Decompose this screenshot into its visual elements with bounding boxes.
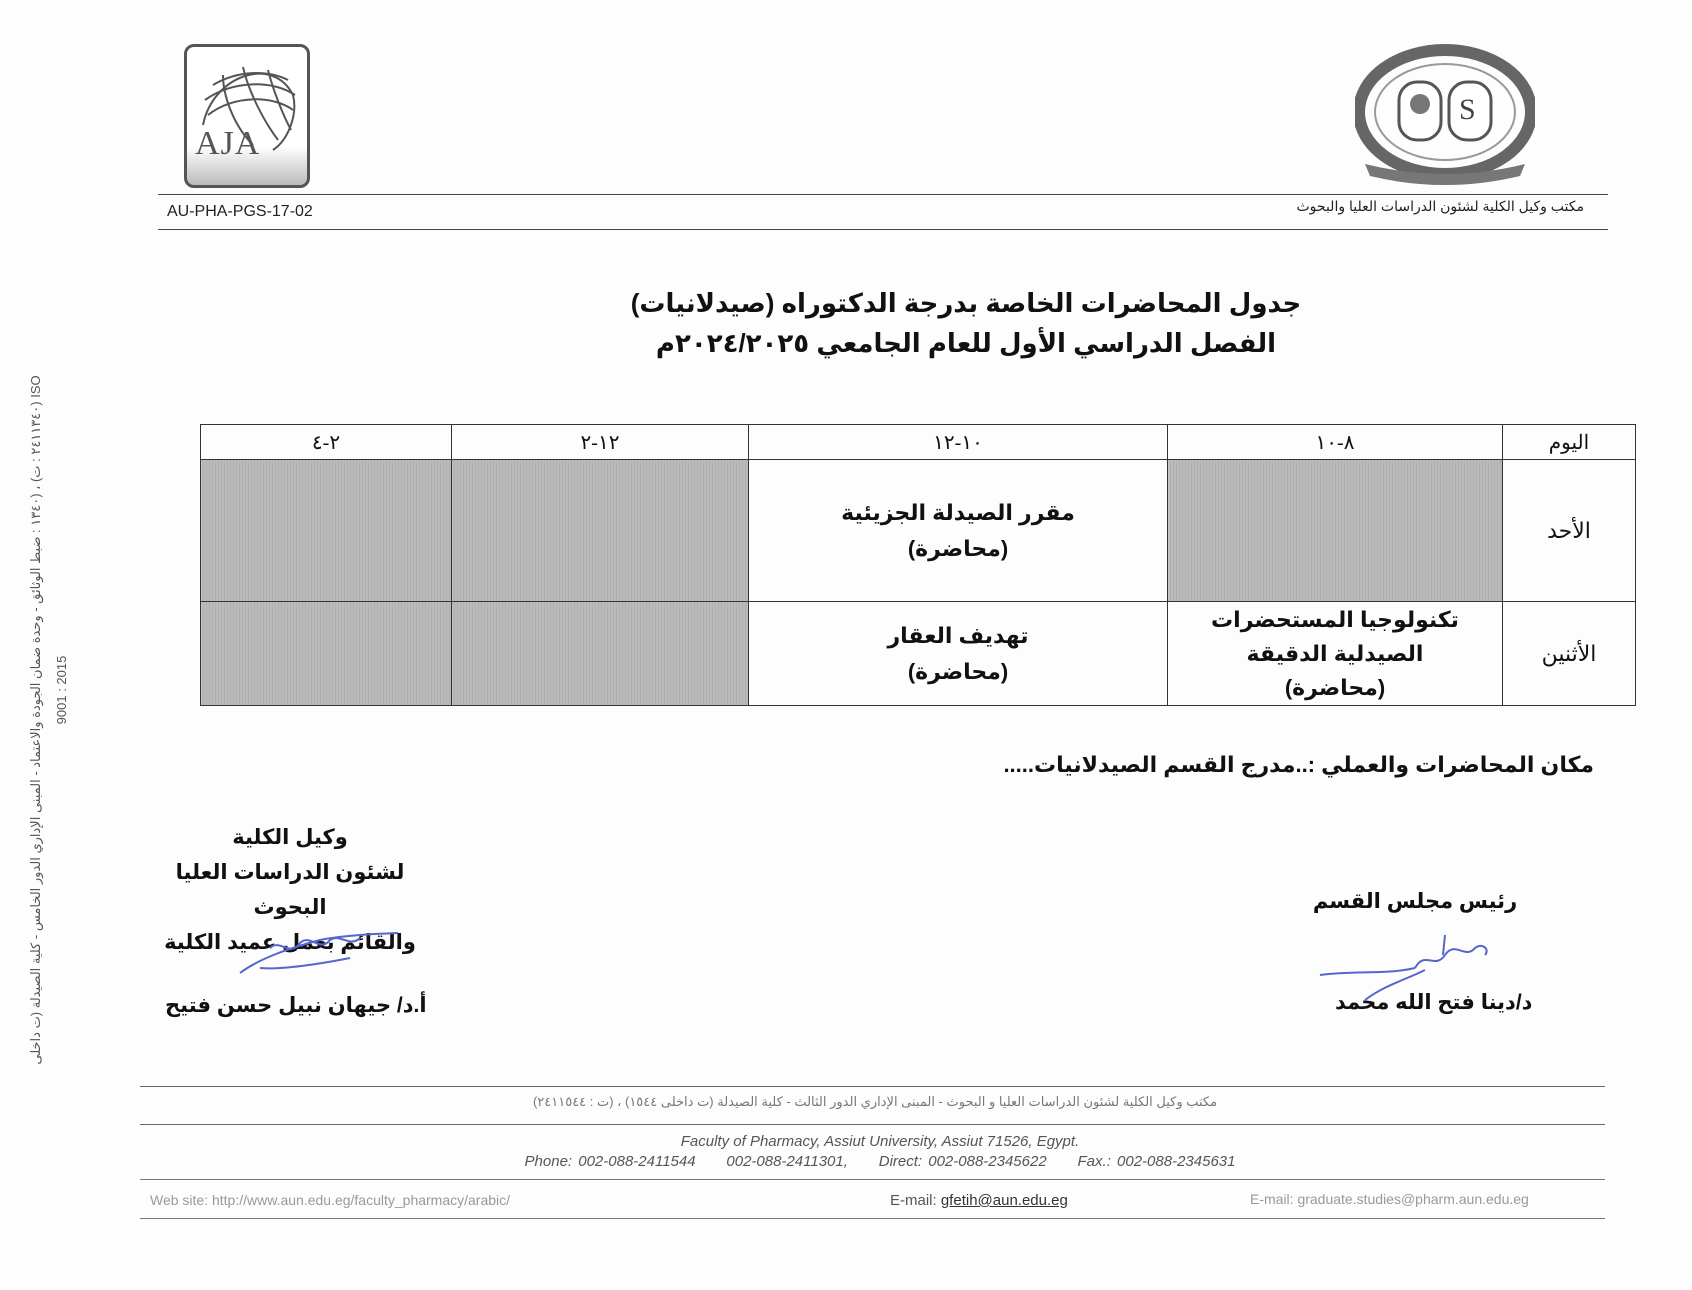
table-header-row bbox=[201, 425, 1636, 460]
footer-arabic-address: مكتب وكيل الكلية لشئون الدراسات العليا و البحوث - المبنى الإداري الدور الثالث - كلية الصيدلة (ت داخلى ١٥٤٤) ، (ت : ٢٤١١٥٤٤) bbox=[532, 1094, 1218, 1109]
cell-monday-8-10 bbox=[1168, 602, 1503, 706]
footer-rule-2 bbox=[140, 1124, 1605, 1125]
signer-title: رئيس مجلس القسم bbox=[1312, 890, 1518, 913]
header-slot-10-12: ١٠-١٢ bbox=[749, 425, 1168, 460]
header-slot-8-10: ٨-١٠ bbox=[1168, 425, 1503, 460]
cell-sunday-2-4 bbox=[201, 460, 452, 602]
svg-text:S: S bbox=[1459, 93, 1476, 126]
course-type: (محاضرة) bbox=[907, 658, 1009, 684]
page-title: جدول المحاضرات الخاصة بدرجة الدكتوراه (صيدلانيات) bbox=[630, 288, 1302, 318]
faculty-emblem-logo bbox=[1355, 44, 1535, 189]
schedule-table bbox=[200, 424, 1636, 706]
footer-phones: Phone: 002-088-2411544 002-088-2411301, Direct: 002-088-2345622 Fax.: 002-088-2345631 bbox=[524, 1153, 1236, 1170]
table-row bbox=[201, 602, 1636, 706]
signer-name-department-head: د/دينا فتح الله محمد bbox=[1335, 991, 1533, 1014]
signer-title: وكيل الكلية bbox=[232, 826, 348, 849]
email-link-gfetih[interactable]: gfetih@aun.edu.eg bbox=[940, 1192, 1068, 1209]
signer-title-line3: والقائم بعمل عميد الكلية bbox=[164, 931, 416, 954]
page-subtitle: الفصل الدراسي الأول للعام الجامعي ٢٠٢٤/٢٠٢٥م bbox=[655, 328, 1277, 358]
signature-block-department-head bbox=[1300, 884, 1530, 919]
day-sunday: الأحد bbox=[1503, 460, 1636, 602]
footer-rule-4 bbox=[140, 1218, 1605, 1219]
header-slot-2-4: ٢-٤ bbox=[201, 425, 452, 460]
header-rule-bottom bbox=[158, 229, 1608, 230]
course-name: مقرر الصيدلة الجزيئية bbox=[841, 499, 1075, 525]
cell-monday-10-12 bbox=[749, 602, 1168, 706]
header-day: اليوم bbox=[1503, 425, 1636, 460]
cell-sunday-8-10 bbox=[1168, 460, 1503, 602]
footer-email-graduate-studies[interactable]: E-mail: graduate.studies@pharm.aun.edu.eg bbox=[1250, 1191, 1529, 1207]
header-rule-top bbox=[158, 194, 1608, 195]
table-row bbox=[201, 460, 1636, 602]
course-name-cont: الصيدلية الدقيقة bbox=[1246, 640, 1424, 666]
footer-rule-3 bbox=[140, 1179, 1605, 1180]
office-label: مكتب وكيل الكلية لشئون الدراسات العليا والبحوث bbox=[1296, 198, 1584, 214]
lecture-location: مكان المحاضرات والعملي :..مدرج القسم الصيدلانيات..... bbox=[1003, 752, 1594, 777]
header-slot-12-2: ١٢-٢ bbox=[452, 425, 749, 460]
aja-logo-text: AJA bbox=[195, 125, 261, 162]
email-label: E-mail: bbox=[890, 1192, 941, 1209]
footer-website-link[interactable]: Web site: http://www.aun.edu.eg/faculty_pharmacy/arabic/ bbox=[150, 1192, 511, 1208]
course-name: تكنولوجيا المستحضرات bbox=[1211, 606, 1459, 632]
cell-monday-2-4 bbox=[201, 602, 452, 706]
signer-title-line2: لشئون الدراسات العليا البحوث bbox=[175, 861, 405, 919]
day-monday: الأثنين bbox=[1503, 602, 1636, 706]
signature-mark-vice-dean bbox=[230, 928, 400, 983]
course-type: (محاضرة) bbox=[907, 535, 1009, 561]
course-type: (محاضرة) bbox=[1284, 674, 1386, 700]
footer-rule-1 bbox=[140, 1086, 1605, 1087]
course-name: تهديف العقار bbox=[887, 622, 1029, 648]
signer-name-vice-dean: أ.د/ جيهان نبيل حسن فتيح bbox=[165, 994, 427, 1017]
side-note-iso-version: 9001 : 2015 bbox=[54, 655, 69, 725]
footer-email-vice-dean bbox=[890, 1192, 1068, 1209]
footer-address-en: Faculty of Pharmacy, Assiut University, Assiut 71526, Egypt. bbox=[680, 1133, 1080, 1150]
cell-sunday-10-12 bbox=[749, 460, 1168, 602]
cell-monday-12-2 bbox=[452, 602, 749, 706]
document-code: AU-PHA-PGS-17-02 bbox=[167, 203, 313, 220]
cell-sunday-12-2 bbox=[452, 460, 749, 602]
aja-logo bbox=[184, 44, 310, 188]
side-note-iso: ISO (٢٤١١٣٤٠ : ت) ، (١٣٤٠ : ضبط الوثائق - وحدة ضمان الجودة والاعتماد - المبنى الإداري الدور الخامس - كلية الصيدلة (ت داخلى bbox=[28, 375, 43, 1065]
